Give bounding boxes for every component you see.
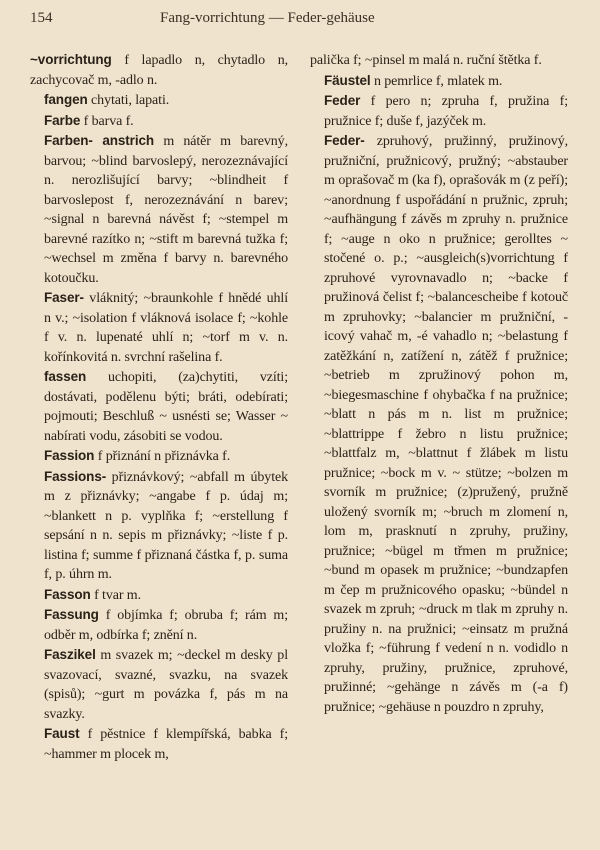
page-header bbox=[30, 10, 570, 32]
dictionary-entry bbox=[30, 111, 288, 132]
dictionary-entry bbox=[30, 50, 288, 90]
entry-headword: Faser- bbox=[44, 290, 84, 305]
entry-definition: f pěstnice f klempířská, babka f; ~hammer m plocek m, bbox=[44, 727, 288, 762]
dictionary-entry bbox=[30, 446, 288, 467]
entry-definition: chytati, lapati. bbox=[87, 93, 170, 108]
dictionary-entry bbox=[310, 91, 568, 131]
entry-definition: vláknitý; ~braunkohle f hnědé uhlí n v.; ~isolation f vláknová isolace f; ~kohle f v. n. lupenaté uhlí n; ~torf m v. n. kořínkovitá n. svrchní rašelina f. bbox=[44, 291, 288, 365]
entry-headword: Faust bbox=[44, 726, 80, 741]
dictionary-entry bbox=[310, 71, 568, 92]
running-head: Fang-vorrichtung — Feder-gehäuse bbox=[160, 10, 375, 26]
entry-definition: uchopiti, (za)chytiti, vzíti; dostávati, podělenu býti; bráti, odebírati; pojmouti; Beschluß ~ usnésti se; Wasser ~ nabírati vodu, zásobiti se vodou. bbox=[44, 370, 288, 444]
entry-definition: zpruhový, pružinný, pružinový, pružniční, pružnicový, pružný; ~abstauber m oprašovač m (ka f), oprašovák m (z peří); ~anordnung f uspořádání n pružnic, zpruh; ~aufhängung f závěs m zpruhy n. pružnice f; ~auge n oko n pružnice; gerolltes ~ stočené o. p.; ~ausgleich(s)vorrichtung f zpruhové vyrovnavadlo n; ~backe f pružinová čelist f; ~balancescheibe f kotouč m zpruhovky; ~balancier m pružniční, -icový vahač m, -é vahadlo n; ~belastung f zatěžkání n, zatížení n, zátěž f pružnice; ~betrieb m zpružinový pohon m, ~biegesmaschine f ohybačka f na pružnice; ~blatt n pás m n. list m pružnice; ~blattrippe f žebro n listu pružnice; ~blattfalz m, ~blattnut f žlábek m listu pružnice; ~bock m v. ~ stütze; ~bolzen m svorník m pružnice; (z)pružený, pružně uložený svorník m; ~bruch m zlomení n, lom m, prasknutí n zpruhy, pružiny, pružnice; ~bügel m třmen m pružnice; ~bund m opasek m pružnice; ~bundzapfen m čep m pružnicového opasku; ~bündel n svazek m zpruh; ~druck m tlak m zpruhy n. pružiny n. na pružnici; ~einsatz m pružná vložka f; ~führung f vedení n n. vodidlo n zpruhy, pružiny, pružnice, zpruhové, pružinné; ~gehänge n závěs m (-a f) pružnice; ~gehäuse n pouzdro n zpruhy, bbox=[324, 134, 568, 715]
entry-headword: Farbe bbox=[44, 112, 81, 128]
dictionary-entry bbox=[310, 131, 568, 717]
right-column bbox=[310, 50, 568, 717]
entry-definition: f objímka f; obruba f; rám m; odběr m, odbírka f; znění n. bbox=[44, 608, 288, 643]
entry-headword: fassen bbox=[44, 369, 87, 384]
entry-headword: Fasson bbox=[44, 586, 91, 602]
entry-definition: přiznávkový; ~abfall m úbytek m z přiznávky; ~angabe f p. údaj m; ~blankett n p. vyplňka f; ~erstellung f sepsání n n. sepis m přiznávky; ~liste f p. listina f; summe f přiznaná částka f, p. suma f, p. úhrn m. bbox=[44, 469, 288, 582]
entry-definition: f tvar m. bbox=[90, 587, 141, 603]
dictionary-entry bbox=[30, 724, 288, 764]
left-column bbox=[30, 50, 288, 764]
dictionary-entry bbox=[30, 585, 288, 606]
entry-definition: f lapadlo n, chytadlo n, zachycovač m, -adlo n. bbox=[30, 53, 288, 88]
entry-headword: Fassung bbox=[44, 607, 99, 622]
entry-definition: f přiznání n přiznávka f. bbox=[94, 449, 231, 464]
entry-headword: Fäustel bbox=[324, 72, 371, 88]
entry-definition: f pero n; zpruha f, pružina f; pružnice f; duše f, jazýček m. bbox=[324, 94, 568, 129]
entry-headword: Feder- bbox=[324, 133, 365, 148]
dictionary-entry bbox=[30, 367, 288, 446]
dictionary-entry bbox=[30, 90, 288, 111]
entry-headword: Fassion bbox=[44, 448, 95, 463]
page-number: 154 bbox=[30, 10, 53, 26]
dictionary-entry bbox=[30, 605, 288, 645]
dictionary-entry bbox=[30, 131, 288, 288]
dictionary-entry bbox=[30, 467, 288, 585]
entry-definition: m svazek m; ~deckel m desky pl svazovací, svazné, svazku, na svazek (spisů); ~gurt m povázka f, pás m na svazky. bbox=[44, 648, 288, 722]
dictionary-entry bbox=[30, 288, 288, 367]
entry-headword: Feder bbox=[324, 93, 361, 108]
entry-headword: Faszikel bbox=[44, 647, 96, 662]
dictionary-entry bbox=[310, 50, 568, 71]
entry-definition: m nátěr m barevný, barvou; ~blind barvoslepý, nerozeznávající n. nerozlišující barvy; ~blindheit f barvoslepost f, nerozeznávání n barev; ~signal n barevná návěst f; ~stempel m barevné razítko n; ~stift m barevná tužka f; ~wechsel m změna f barvy n. barevného kotoučku. bbox=[44, 134, 288, 286]
entry-headword: Fassions- bbox=[44, 468, 107, 484]
entry-definition: n pemrlice f, mlatek m. bbox=[370, 73, 503, 89]
entry-headword: ~vorrichtung bbox=[30, 52, 112, 67]
entry-headword: fangen bbox=[44, 92, 88, 107]
entry-definition: f barva f. bbox=[80, 113, 134, 129]
entry-definition: palička f; ~pinsel m malá n. ruční štětka f. bbox=[310, 53, 542, 68]
dictionary-entry bbox=[30, 645, 288, 724]
entry-headword: Farben- anstrich bbox=[44, 133, 155, 148]
